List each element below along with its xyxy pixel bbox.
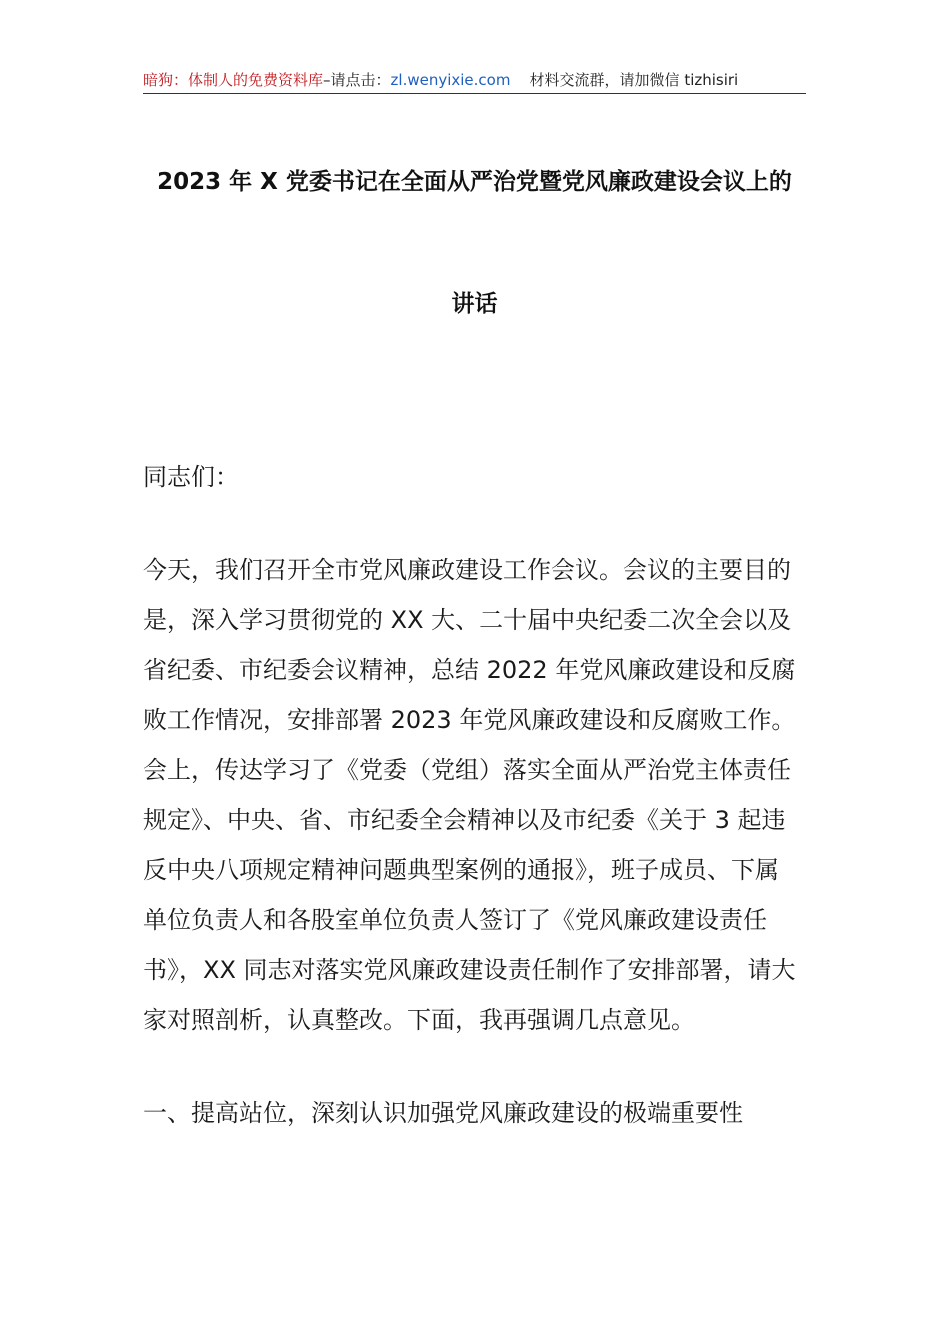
paragraph-line: 省纪委、市纪委会议精神，总结 2022 年党风廉政建设和反腐 — [143, 656, 796, 684]
paragraph-line: 书》，XX 同志对落实党风廉政建设责任制作了安排部署，请大 — [143, 956, 796, 984]
document-title-line-2: 讲话 — [451, 291, 498, 317]
paragraph-line: 会上，传达学习了《党委（党组）落实全面从严治党主体责任 — [143, 756, 791, 784]
body-paragraph — [143, 545, 806, 1045]
document-title-line-1: 2023 年 X 党委书记在全面从严治党暨党风廉政建设会议上的 — [157, 169, 792, 195]
paragraph-line: 败工作情况，安排部署 2023 年党风廉政建设和反腐败工作。 — [143, 706, 796, 734]
paragraph-line: 单位负责人和各股室单位负责人签订了《党风廉政建设责任 — [143, 906, 767, 934]
paragraph-line: 家对照剖析，认真整改。下面，我再强调几点意见。 — [143, 1006, 695, 1034]
header-brand: 暗狗：体制人的免费资料库 — [143, 71, 324, 89]
page-header — [143, 68, 806, 92]
paragraph-line: 规定》、中央、省、市纪委全会精神以及市纪委《关于 3 起违 — [143, 806, 786, 834]
greeting: 同志们： — [143, 463, 239, 491]
paragraph-line: 反中央八项规定精神问题典型案例的通报》，班子成员、下属 — [143, 856, 779, 884]
header-divider — [143, 93, 806, 94]
paragraph-line: 是，深入学习贯彻党的 XX 大、二十届中央纪委二次全会以及 — [143, 606, 792, 634]
paragraph-line: 今天，我们召开全市党风廉政建设工作会议。会议的主要目的 — [143, 556, 791, 584]
header-link[interactable]: zl.wenyixie.com — [390, 71, 511, 89]
header-prompt: –请点击： — [323, 71, 391, 89]
section-heading: 一、提高站位，深刻认识加强党风廉政建设的极端重要性 — [143, 1099, 743, 1127]
header-wechat: 材料交流群，请加微信 tizhisiri — [529, 71, 739, 89]
